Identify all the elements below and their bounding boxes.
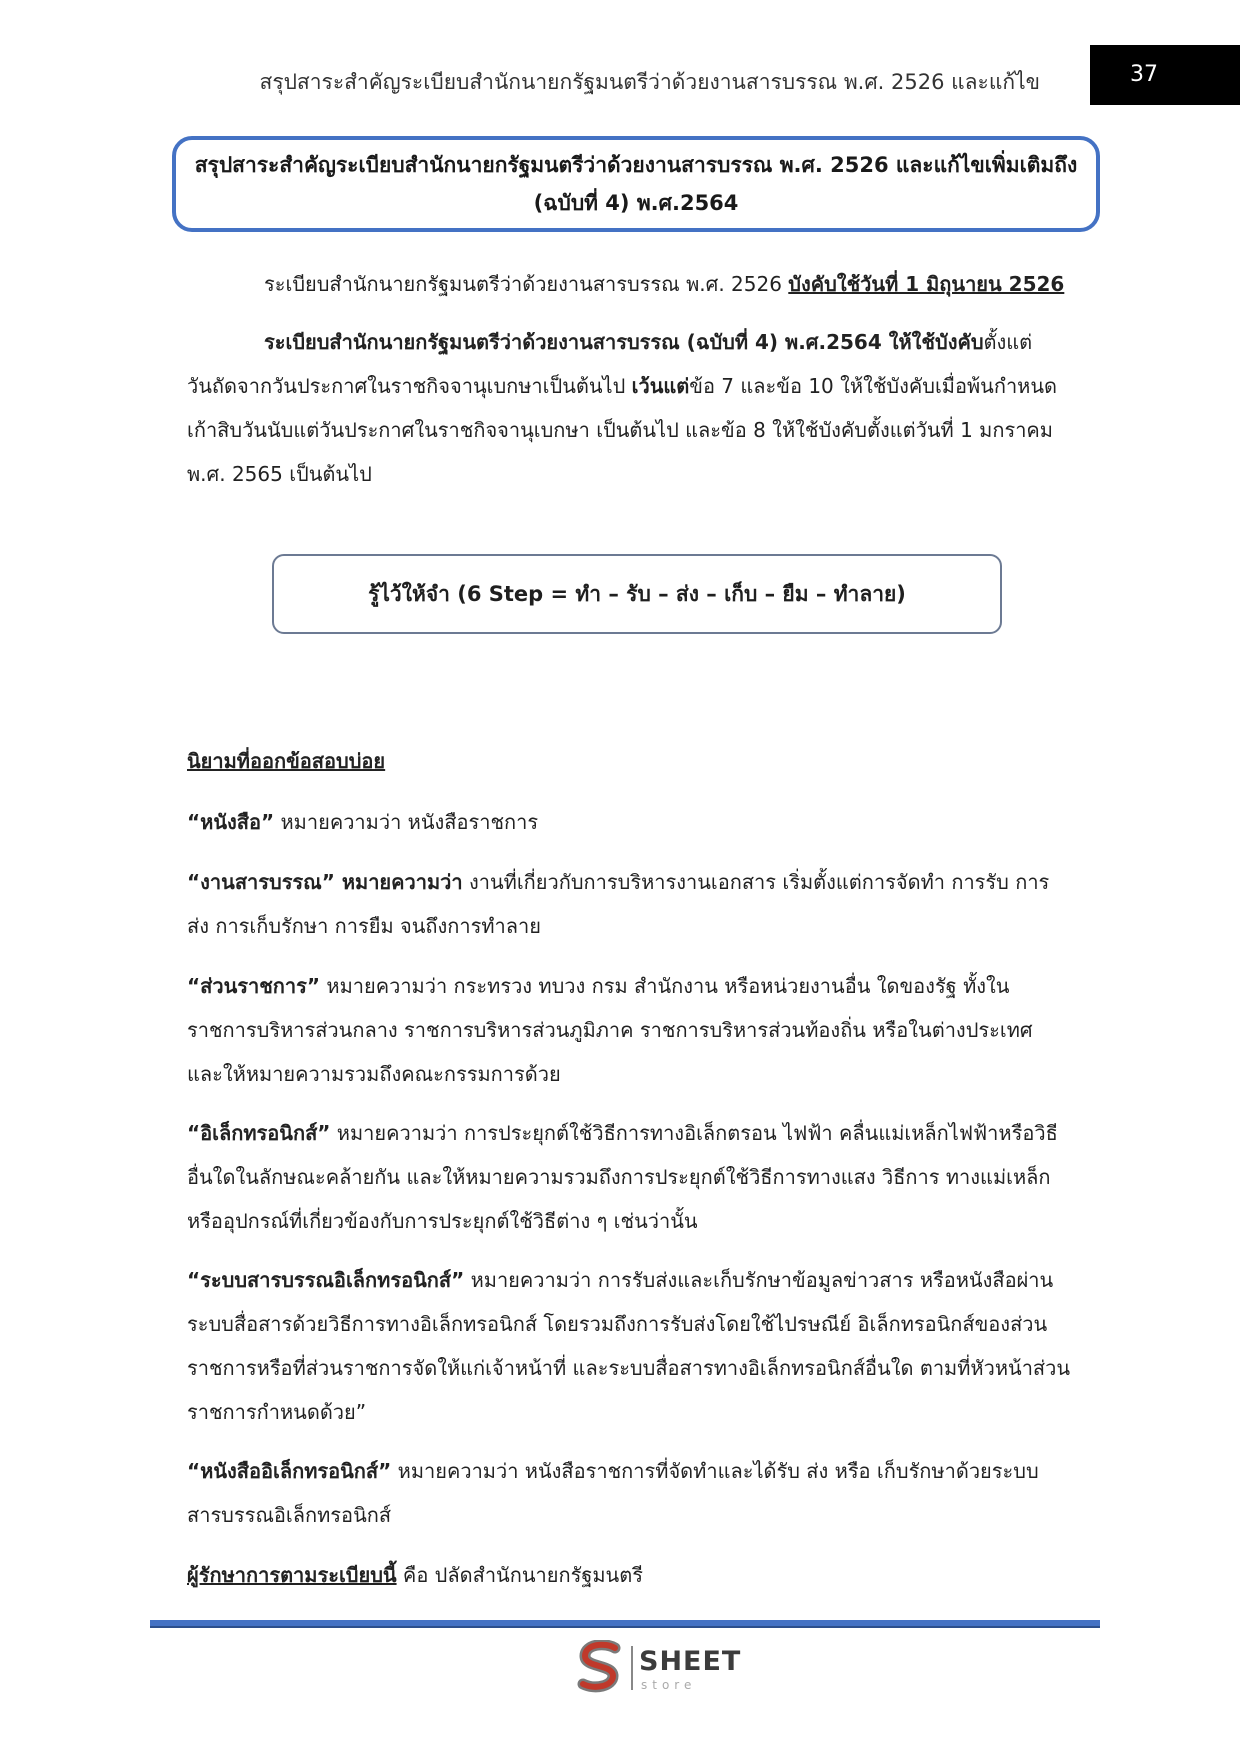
definition-term: “หนังสืออิเล็กทรอนิกส์” — [187, 1459, 392, 1483]
title-line-1: สรุปสาระสำคัญระเบียบสำนักนายกรัฐมนตรีว่าด้วยงานสารบรรณ พ.ศ. 2526 และแก้ไขเพิ่มเติมถึง — [194, 153, 1078, 177]
amendment-text-2b: ข้อ 7 และข้อ 10 ให้ใช้บังคับเมื่อพ้นกำหนด — [689, 374, 1058, 398]
definition-electronic-book — [187, 1449, 1091, 1537]
definition-text: อื่นใดในลักษณะคล้ายกัน และให้หมายความรวมถึงการประยุกต์ใช้วิธีการทางแสง วิธีการ ทางแม่เหล็ก — [187, 1165, 1051, 1189]
definition-book — [187, 800, 1091, 844]
logo-divider — [631, 1646, 633, 1690]
definition-text: สารบรรณอิเล็กทรอนิกส์ — [187, 1503, 392, 1527]
definition-text: ราชการบริหารส่วนกลาง ราชการบริหารส่วนภูมิภาค ราชการบริหารส่วนท้องถิ่น หรือในต่างประเทศ — [187, 1018, 1033, 1042]
sheet-store-logo — [575, 1640, 745, 1696]
definition-text: และให้หมายความรวมถึงคณะกรรมการด้วย — [187, 1062, 561, 1086]
amendment-title: ระเบียบสำนักนายกรัฐมนตรีว่าด้วยงานสารบรรณ (ฉบับที่ 4) พ.ศ.2564 ให้ใช้บังคับ — [264, 330, 984, 354]
amendment-except: เว้นแต่ — [631, 374, 690, 398]
sheet-store-s-icon — [575, 1640, 627, 1696]
definition-text: ราชการกำหนดด้วย” — [187, 1400, 367, 1424]
custodian-text: คือ ปลัดสำนักนายกรัฐมนตรี — [396, 1563, 643, 1587]
definition-text: ราชการหรือที่ส่วนราชการจัดให้แก่เจ้าหน้าที่ และระบบสื่อสารทางอิเล็กทรอนิกส์อื่นใด ตามที่หัวหน้าส่วน — [187, 1356, 1071, 1380]
page-number-box — [1090, 45, 1240, 105]
intro-p1-text: ระเบียบสำนักนายกรัฐมนตรีว่าด้วยงานสารบรรณ พ.ศ. 2526 — [264, 272, 789, 296]
logo-subtext: store — [641, 1678, 697, 1692]
definition-term: “ระบบสารบรรณอิเล็กทรอนิกส์” — [187, 1268, 465, 1292]
definition-text: ส่ง การเก็บรักษา การยืม จนถึงการทำลาย — [187, 914, 541, 938]
page-number: 37 — [1130, 62, 1158, 87]
definition-text: หมายความว่า การรับส่งและเก็บรักษาข้อมูลข่าวสาร หรือหนังสือผ่าน — [464, 1268, 1054, 1292]
definition-text: หมายความว่า หนังสือราชการ — [274, 810, 539, 834]
definition-saraban-work — [187, 860, 1091, 948]
definition-text: หรืออุปกรณ์ที่เกี่ยวข้องกับการประยุกต์ใช้วิธีต่าง ๆ เช่นว่านั้น — [187, 1209, 698, 1233]
definition-electronic-saraban-system — [187, 1258, 1091, 1434]
amendment-text-4: พ.ศ. 2565 เป็นต้นไป — [187, 462, 372, 486]
definition-term: “หนังสือ” — [187, 810, 275, 834]
amendment-text-1: ตั้งแต่ — [983, 330, 1033, 354]
definition-text: หมายความว่า กระทรวง ทบวง กรม สำนักงาน หรือหน่วยงานอื่น ใดของรัฐ ทั้งใน — [320, 974, 1010, 998]
regulation-custodian — [187, 1553, 1091, 1597]
definition-electronic — [187, 1111, 1091, 1243]
definitions-heading: นิยามที่ออกข้อสอบบ่อย — [187, 749, 386, 773]
definition-text: หมายความว่า หนังสือราชการที่จัดทำและได้รับ ส่ง หรือ เก็บรักษาด้วยระบบ — [391, 1459, 1039, 1483]
remember-six-steps-box — [272, 554, 1002, 634]
effective-date: บังคับใช้วันที่ 1 มิถุนายน 2526 — [788, 272, 1065, 296]
definition-text: หมายความว่า การประยุกต์ใช้วิธีการทางอิเล็กตรอน ไฟฟ้า คลื่นแม่เหล็กไฟฟ้าหรือวิธี — [330, 1121, 1058, 1145]
custodian-term: ผู้รักษาการตามระเบียบนี้ — [187, 1563, 397, 1587]
definition-government-agency — [187, 964, 1091, 1096]
intro-paragraph-1 — [187, 262, 1091, 306]
definition-term: “อิเล็กทรอนิกส์” — [187, 1121, 331, 1145]
footer-rule — [150, 1620, 1100, 1628]
remember-text: รู้ไว้ให้จำ (6 Step = ทำ – รับ – ส่ง – เก็บ – ยืม – ทำลาย) — [368, 581, 906, 606]
definition-term: “ส่วนราชการ” — [187, 974, 321, 998]
amendment-text-2a: วันถัดจากวันประกาศในราชกิจจานุเบกษาเป็นต้นไป — [187, 374, 632, 398]
definition-term: “งานสารบรรณ” หมายความว่า — [187, 870, 463, 894]
document-title-box — [172, 136, 1100, 232]
title-line-2: (ฉบับที่ 4) พ.ศ.2564 — [533, 191, 739, 215]
running-header-title: สรุปสาระสำคัญระเบียบสำนักนายกรัฐมนตรีว่าด้วยงานสารบรรณ พ.ศ. 2526 และแก้ไข — [259, 70, 1040, 94]
amendment-text-3: เก้าสิบวันนับแต่วันประกาศในราชกิจจานุเบกษา เป็นต้นไป และข้อ 8 ให้ใช้บังคับตั้งแต่วันที่ 1 มกราคม — [187, 418, 1053, 442]
definition-text: งานที่เกี่ยวกับการบริหารงานเอกสาร เริ่มตั้งแต่การจัดทำ การรับ การ — [462, 870, 1050, 894]
logo-text: SHEET — [639, 1646, 742, 1677]
definition-text: ระบบสื่อสารด้วยวิธีการทางอิเล็กทรอนิกส์ โดยรวมถึงการรับส่งโดยใช้ไปรษณีย์ อิเล็กทรอนิกส์ของส่วน — [187, 1312, 1048, 1336]
intro-paragraph-2 — [187, 320, 1091, 496]
